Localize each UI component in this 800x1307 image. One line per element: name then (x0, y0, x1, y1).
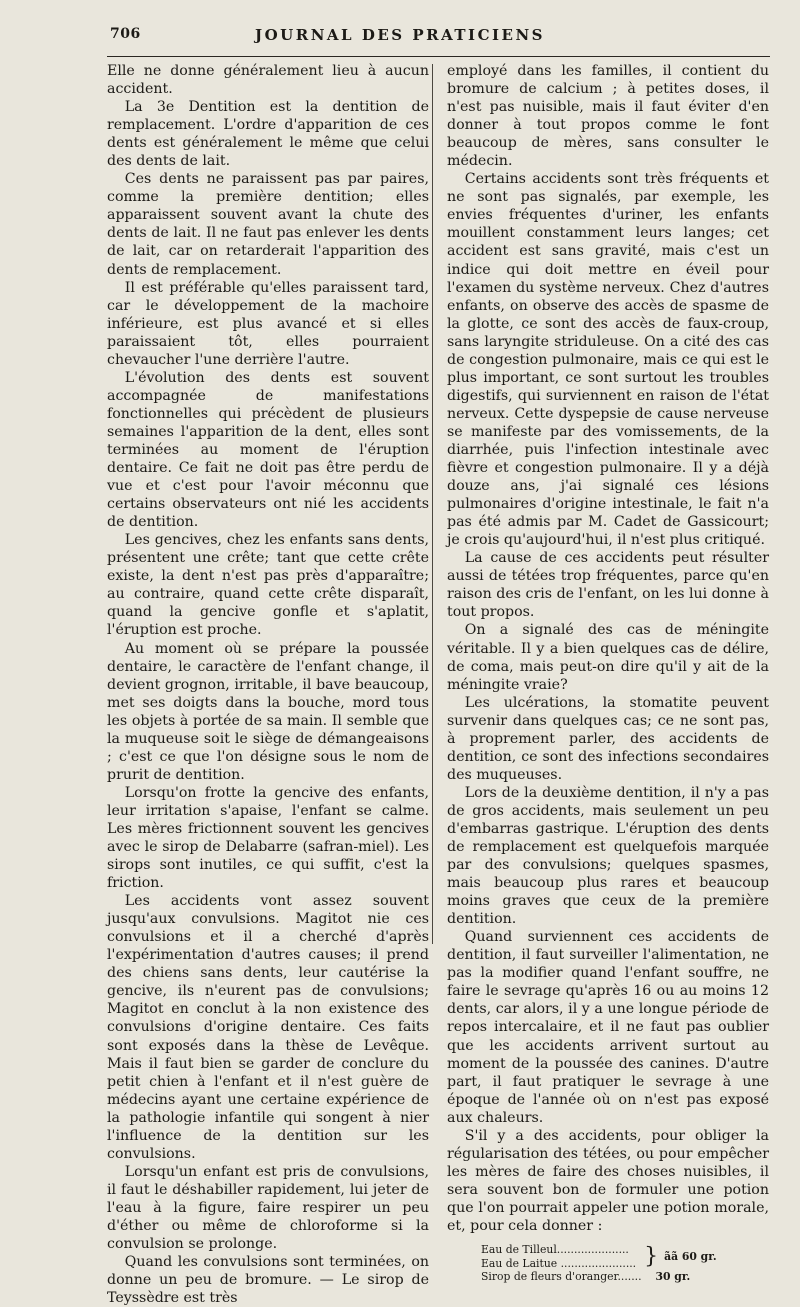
paragraph: Certains accidents sont très fréquents et ne sont pas signalés, par exemple, les envies fréquentes d'uriner, les enfants mouillent constamment leurs langes; cet accident est sans gravité, mais c'est un indice qui doit mettre en éveil pour l'examen du système nerveux. Chez d'autres enfants, on observe des accès de spasme de la glotte, ce sont des accès de faux-croup, sans laryngite striduleuse. On a cité des cas de congestion pulmonaire, mais ce qui est le plus important, ce sont surtout les troubles digestifs, qui surviennent en raison de l'état nerveux. Cette dyspepsie de cause nerveuse se manifeste par des vomissements, de la diarrhée, puis l'infection intestinale avec fièvre et congestion pulmonaire. Il y a déjà douze ans, j'ai signalé ces lésions pulmonaires d'origine intestinale, le fait n'a pas été admis par M. Cadet de Gassicourt; je crois qu'aujourd'hui, il n'est plus critiqué. (447, 171, 769, 549)
formula-row (481, 1270, 769, 1284)
paragraph: Au moment où se prépare la poussée dentaire, le caractère de l'enfant change, il devient grognon, irritable, il bave beaucoup, met ses doigts dans la bouche, mord tous les objets à portée de sa main. Il semble que la muqueuse soit le siège de démangeaisons ; c'est ce que l'on désigne sous le nom de prurit de dentition. (107, 640, 429, 783)
formula-ingredient: Eau de Tilleul..................... (481, 1243, 629, 1257)
prescription-formula (481, 1243, 769, 1284)
paragraph: S'il y a des accidents, pour obliger la régularisation des tétées, ou pour empêcher les mères de faire des choses nuisibles, il sera souvent bon de formuler une potion que l'on pourrait appeler une potion morale, et, pour cela donner : (447, 1127, 769, 1234)
paragraph: La cause de ces accidents peut résulter aussi de tétées trop fréquentes, parce qu'en raison des cris de l'enfant, on les lui donne à tout propos. (447, 550, 769, 621)
paragraph: Lorsqu'on frotte la gencive des enfants, leur irritation s'apaise, l'enfant se calme. Les mères frictionnent souvent les gencives avec le sirop de Delabarre (safran-miel). Les sirops sont inutiles, ce qui suffit, c'est la friction. (107, 784, 429, 892)
formula-quantity: 30 gr. (655, 1270, 691, 1284)
paragraph: Quand les convulsions sont terminées, on donne un peu de bromure. — Le sirop de Teyssèdre est très (107, 1254, 429, 1307)
formula-group (481, 1243, 769, 1270)
formula-ingredient: Sirop de fleurs d'oranger....... (481, 1270, 642, 1284)
paragraph: L'évolution des dents est souvent accompagnée de manifestations fonctionnelles qui précèdent de plusieurs semaines l'apparition de la dent, elles sont terminées au moment de l'éruption dentaire. Ce fait ne doit pas être perdu de vue et c'est pour l'avoir méconnu que certains observateurs ont nié les accidents de dentition. (107, 369, 429, 531)
paragraph: Les accidents vont assez souvent jusqu'aux convulsions. Magitot nie ces convulsions et il a cherché d'après l'expérimentation d'autres causes; il prend des chiens sans dents, leur cautérise la gencive, ils n'eurent pas de convulsions; Magitot en conclut à la non existence des convulsions d'origine dentaire. Ces faits sont exposés dans la thèse de Levêque. Mais il faut bien se garder de conclure du petit chien à l'enfant et il n'est guère de médecins ayant une certaine expérience de la pathologie infantile qui songent à nier l'influence de la dentition sur les convulsions. (107, 893, 429, 1162)
running-head: JOURNAL DES PRATICIENS (255, 26, 545, 44)
right-column (447, 62, 769, 1284)
paragraph: Elle ne donne généralement lieu à aucun accident. (107, 63, 429, 98)
formula-ingredient: Eau de Laitue ...................... (481, 1256, 637, 1270)
column-divider (432, 64, 433, 944)
paragraph: Lors de la deuxième dentition, il n'y a pas de gros accidents, mais seulement un peu d'embarras gastrique. L'éruption des dents de remplacement est quelquefois marquée par des convulsions; quelques spasmes, mais beaucoup plus rares et beaucoup moins graves que ceux de la première dentition. (447, 784, 769, 928)
formula-quantity: ãã 60 gr. (664, 1249, 717, 1263)
paragraph: Lorsqu'un enfant est pris de convulsions, il faut le déshabiller rapidement, lui jeter de l'eau à la figure, faire respirer un peu d'éther ou même de chloroforme si la convulsion se prolonge. (107, 1163, 429, 1253)
formula-brace: } (644, 1243, 659, 1269)
paragraph: Il est préférable qu'elles paraissent tard, car le développement de la machoire inférieure, est plus avancé et si elles paraissaient tôt, elles pourraient chevaucher l'une derrière l'autre. (107, 279, 429, 368)
paragraph: Quand surviennent ces accidents de dentition, il faut surveiller l'alimentation, ne pas la modifier quand l'enfant souffre, ne faire le sevrage qu'après 16 ou au moins 12 dents, car alors, il y a une longue période de repos intercalaire, et il ne faut pas oublier que les accidents arrivent surtout au moment de la poussée des canines. D'autre part, il faut pratiquer le sevrage à une époque de l'année où on n'est pas exposé aux chaleurs. (447, 929, 769, 1126)
paragraph: Les gencives, chez les enfants sans dents, présentent une crête; tant que cette crête existe, la dent n'est pas près d'apparaître; au contraire, quand cette crête disparaît, quand la gencive gonfle et s'aplatit, l'éruption est proche. (107, 532, 429, 639)
formula-group-names (481, 1243, 636, 1270)
page-number: 706 (110, 26, 141, 42)
paragraph: On a signalé des cas de méningite véritable. Il y a bien quelques cas de délire, de coma, mais peut-on dire qu'il y ait de la méningite vraie? (447, 622, 769, 693)
header-rule (107, 56, 770, 57)
paragraph: Les ulcérations, la stomatite peuvent survenir dans quelques cas; ce ne sont pas, à proprement parler, des accidents de dentition, ce sont des infections secondaires des muqueuses. (447, 694, 769, 783)
paragraph: employé dans les familles, il contient du bromure de calcium ; à petites doses, il n'est pas nuisible, mais il faut éviter d'en donner à tout propos comme le font beaucoup de mères, sans consulter le médecin. (447, 63, 769, 170)
page-header (0, 0, 800, 60)
paragraph: La 3e Dentition est la dentition de remplacement. L'ordre d'apparition de ces dents est généralement le même que celui des dents de lait. (107, 99, 429, 170)
left-column (107, 62, 429, 1307)
paragraph: Ces dents ne paraissent pas par paires, comme la première dentition; elles apparaissent souvent avant la chute des dents de lait. Il ne faut pas enlever les dents de lait, car on retarderait l'apparition des dents de remplacement. (107, 171, 429, 278)
